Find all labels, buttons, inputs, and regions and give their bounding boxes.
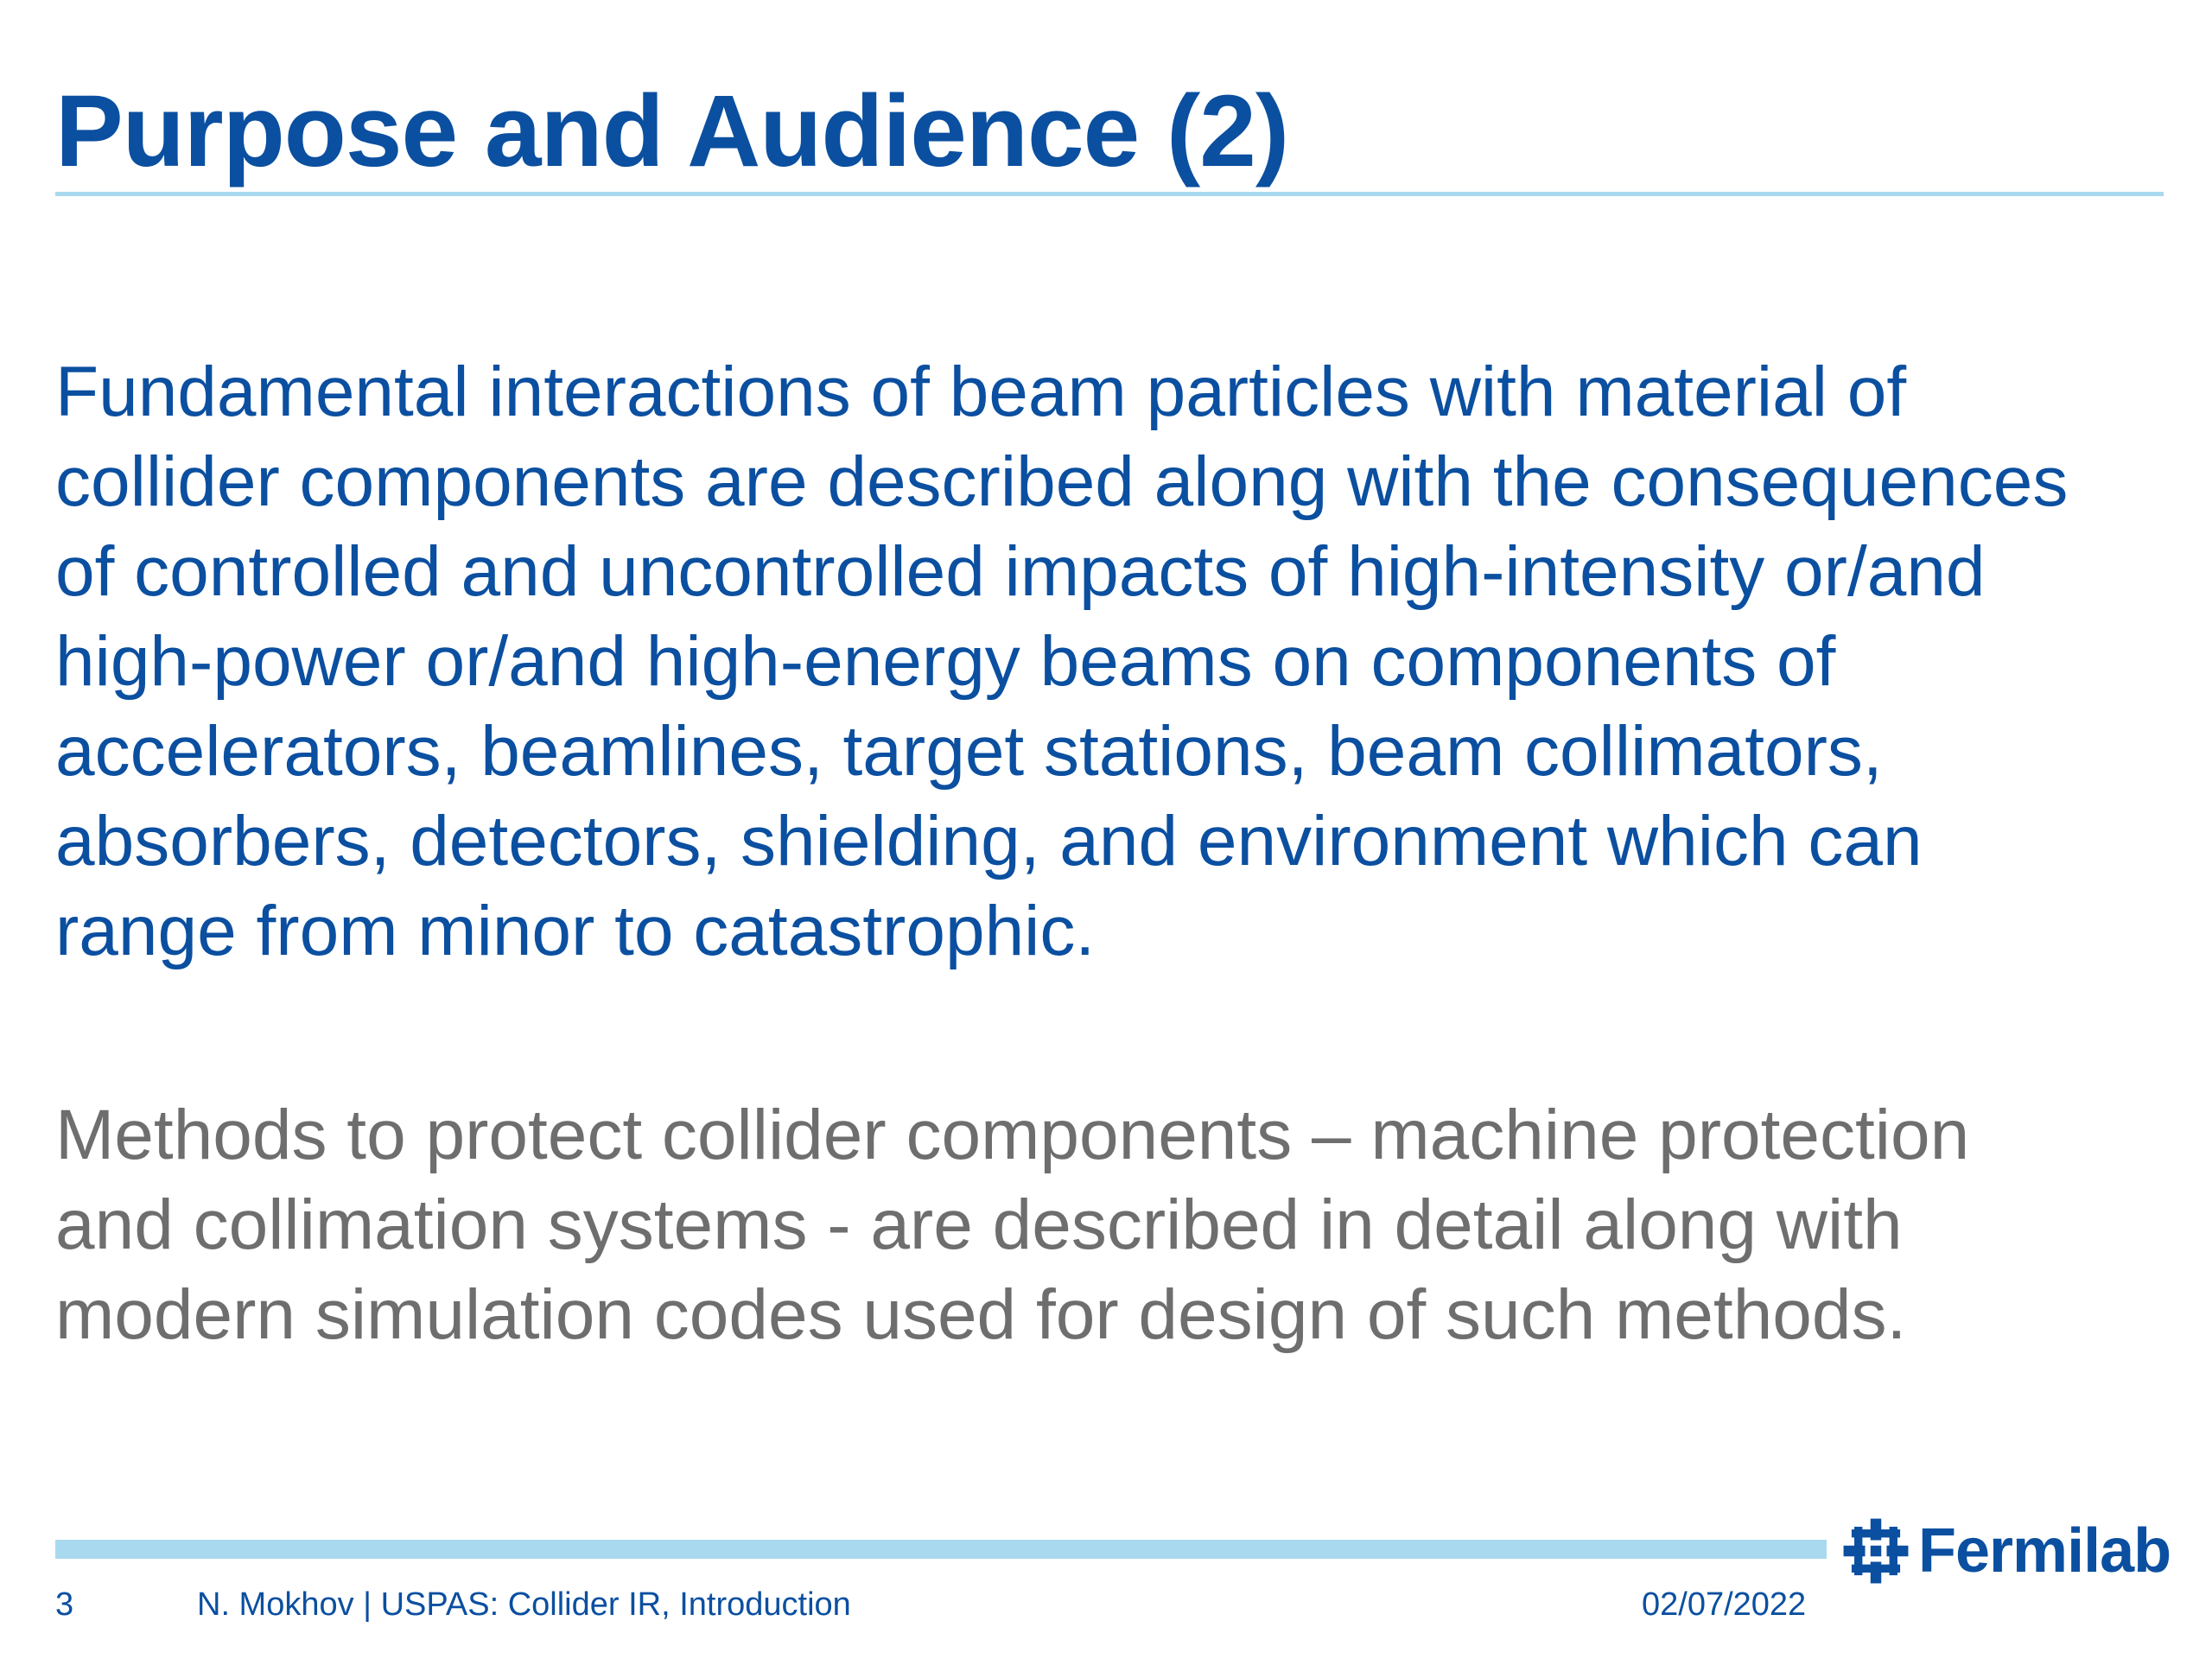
paragraph-fundamental-interactions	[55, 347, 2068, 976]
paragraph-line: high-power or/and high-energy beams on components of	[55, 622, 1836, 701]
paragraph-line: and collimation systems - are described in detail along with	[55, 1185, 1903, 1264]
fermilab-logo-text: Fermilab	[1918, 1516, 2171, 1586]
paragraph-line: collider components are described along with the consequences	[55, 442, 2069, 521]
fermilab-logo	[1842, 1512, 2171, 1590]
paragraph-line: range from minor to catastrophic.	[55, 892, 1096, 970]
paragraph-line: Methods to protect collider components – machine protection	[55, 1096, 1970, 1174]
footer-date: 02/07/2022	[1642, 1586, 1807, 1623]
footer-bar	[55, 1540, 1827, 1559]
paragraph-protection-methods	[55, 1090, 1969, 1360]
paragraph-line: modern simulation codes used for design of such methods.	[55, 1275, 1907, 1354]
slide-title: Purpose and Audience (2)	[55, 74, 1289, 188]
paragraph-line: of controlled and uncontrolled impacts of high-intensity or/and	[55, 532, 1986, 611]
paragraph-line: absorbers, detectors, shielding, and environment which can	[55, 802, 1923, 880]
fermilab-logo-icon	[1842, 1517, 1910, 1585]
paragraph-line: Fundamental interactions of beam particles with material of	[55, 353, 1907, 431]
paragraph-line: accelerators, beamlines, target stations, beam collimators,	[55, 712, 1883, 791]
page-number: 3	[55, 1586, 74, 1623]
title-divider	[55, 192, 2164, 196]
footer-label: N. Mokhov | USPAS: Collider IR, Introduction	[197, 1586, 851, 1623]
